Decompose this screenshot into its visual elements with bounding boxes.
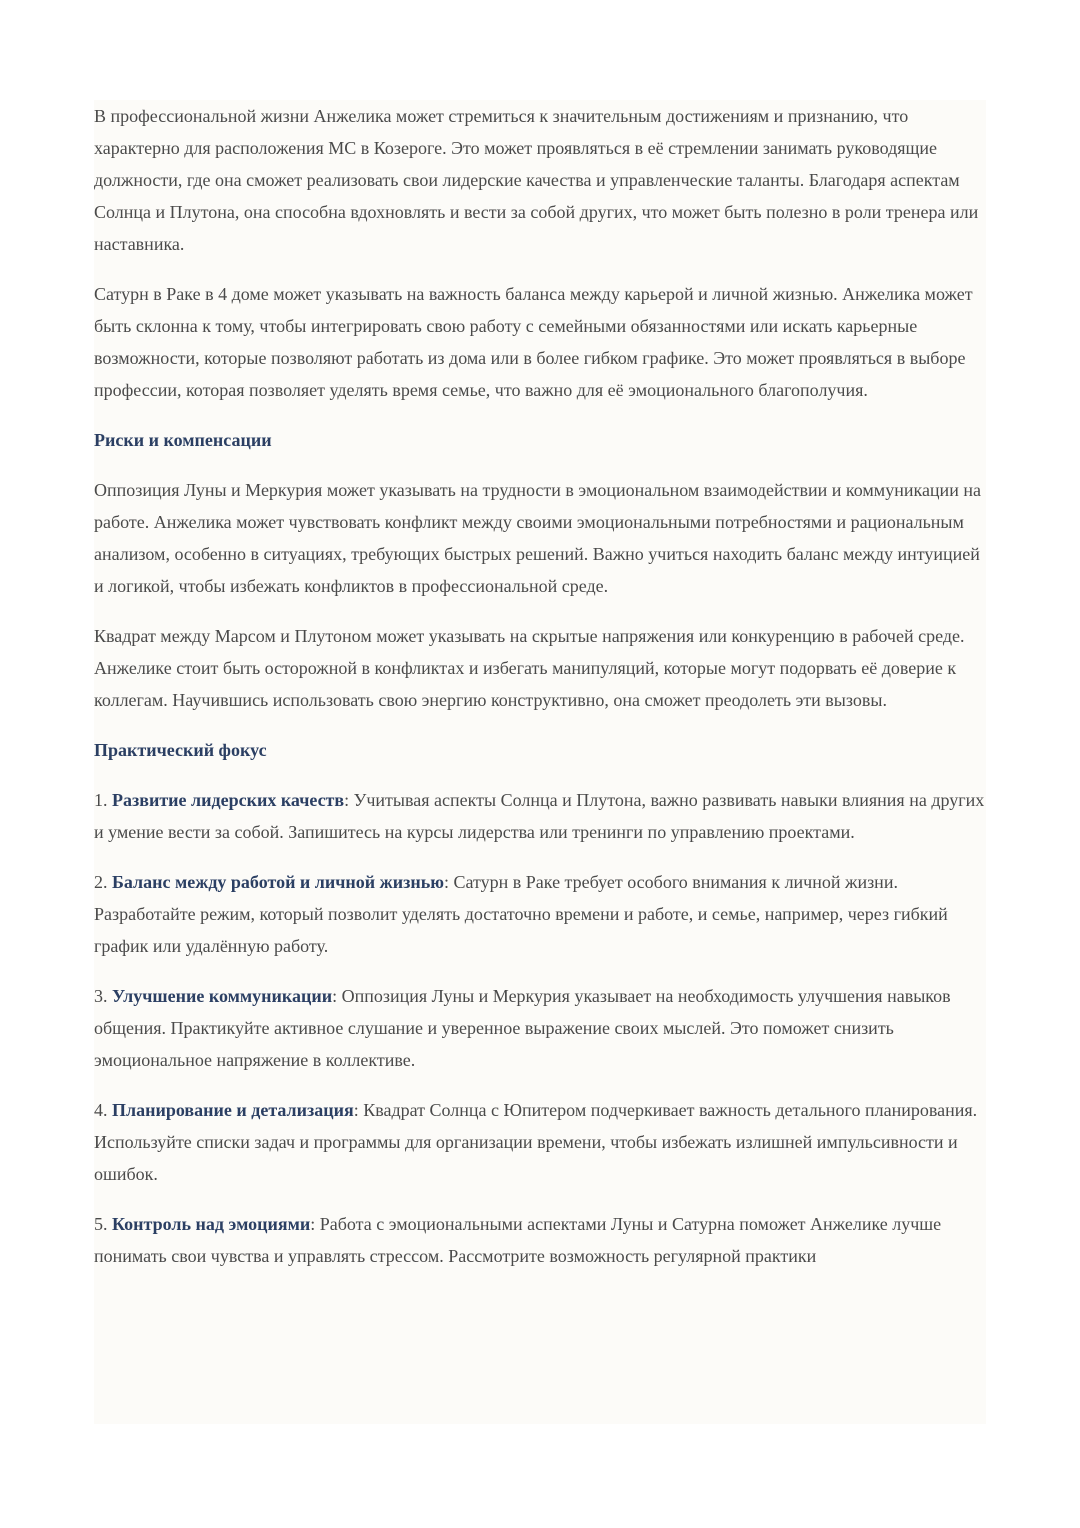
focus-item-number: 4. <box>94 1100 112 1120</box>
career-paragraph-1: В профессиональной жизни Анжелика может стремиться к значительным достижениям и признанию, что характерно для расположения МС в Козероге. Это может проявляться в её стремлении занимать руководящие должности, где она сможет реализовать свои лидерские качества и управленческие таланты. Благодаря аспектам Солнца и Плутона, она способна вдохновлять и вести за собой других, что может быть полезно в роли тренера или наставника. <box>94 106 979 254</box>
focus-item-term: Контроль над эмоциями <box>112 1214 311 1234</box>
focus-item-text: : Оппозиция Луны и Меркурия указывает на необходимость улучшения навыков общения. Практикуйте активное слушание и уверенное выражение своих мыслей. Это поможет снизить эмоциональное напряжение в коллективе. <box>94 986 951 1070</box>
risks-paragraph-1: Оппозиция Луны и Меркурия может указывать на трудности в эмоциональном взаимодействии и коммуникации на работе. Анжелика может чувствовать конфликт между своими эмоциональными потребностями и рациональным анализом, особенно в ситуациях, требующих быстрых решений. Важно учиться находить баланс между интуицией и логикой, чтобы избежать конфликтов в профессиональной среде. <box>94 480 981 596</box>
focus-item-number: 3. <box>94 986 112 1006</box>
focus-heading: Практический фокус <box>94 740 267 760</box>
focus-item-text: : Работа с эмоциональными аспектами Луны и Сатурна поможет Анжелике лучше понимать свои чувства и управлять стрессом. Рассмотрите возможность регулярной практики <box>94 1214 942 1266</box>
focus-item-text: : Учитывая аспекты Солнца и Плутона, важно развивать навыки влияния на других и умение вести за собой. Запишитесь на курсы лидерства или тренинги по управлению проектами. <box>94 790 985 842</box>
focus-item-2 <box>94 866 986 962</box>
career-paragraph-2: Сатурн в Раке в 4 доме может указывать на важность баланса между карьерой и личной жизнью. Анжелика может быть склонна к тому, чтобы интегрировать свою работу с семейными обязанностями или искать карьерные возможности, которые позволяют работать из дома или в более гибком графике. Это может проявляться в выборе профессии, которая позволяет уделять время семье, что важно для её эмоционального благополучия. <box>94 284 973 400</box>
focus-item-1 <box>94 784 986 848</box>
focus-item-number: 2. <box>94 872 112 892</box>
risks-paragraph-2: Квадрат между Марсом и Плутоном может указывать на скрытые напряжения или конкуренцию в рабочей среде. Анжелике стоит быть осторожной в конфликтах и избегать манипуляций, которые могут подорвать её доверие к коллегам. Научившись использовать свою энергию конструктивно, она сможет преодолеть эти вызовы. <box>94 626 965 710</box>
focus-item-number: 5. <box>94 1214 112 1234</box>
focus-item-text: : Квадрат Солнца с Юпитером подчеркивает важность детального планирования. Используйте списки задач и программы для организации времени, чтобы избежать излишней импульсивности и ошибок. <box>94 1100 978 1184</box>
focus-item-term: Баланс между работой и личной жизнью <box>112 872 444 892</box>
focus-item-term: Планирование и детализация <box>112 1100 354 1120</box>
focus-item-3 <box>94 980 986 1076</box>
focus-item-term: Улучшение коммуникации <box>112 986 333 1006</box>
focus-item-4 <box>94 1094 986 1190</box>
risks-heading: Риски и компенсации <box>94 430 272 450</box>
focus-item-text: : Сатурн в Раке требует особого внимания к личной жизни. Разработайте режим, который позволит уделять достаточно времени и работе, и семье, например, через гибкий график или удалённую работу. <box>94 872 948 956</box>
focus-item-term: Развитие лидерских качеств <box>112 790 345 810</box>
document-body <box>94 100 986 1424</box>
focus-item-5 <box>94 1208 986 1272</box>
focus-item-number: 1. <box>94 790 112 810</box>
